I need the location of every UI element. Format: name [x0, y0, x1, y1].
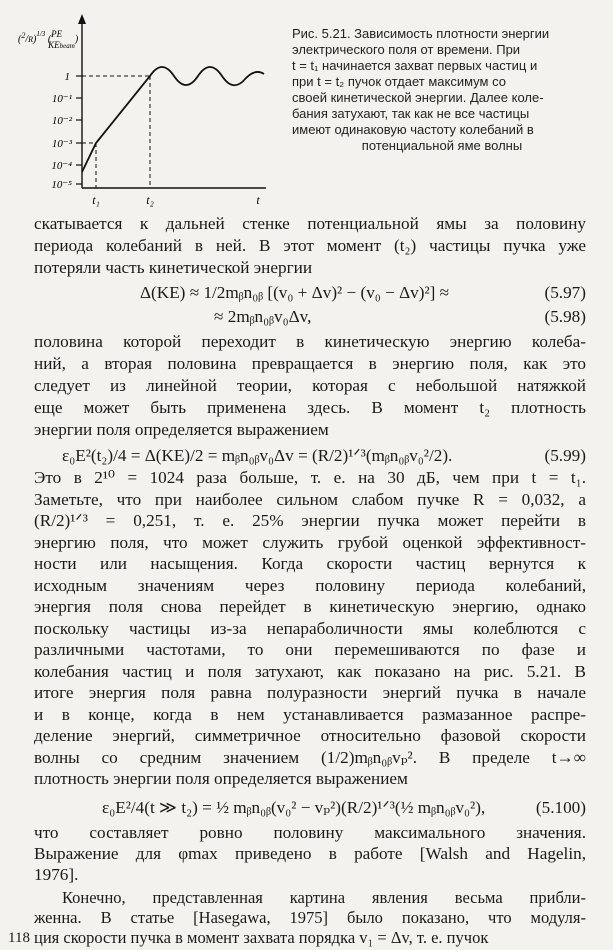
x-tick-label-t: t — [256, 193, 260, 207]
body-line: потеряли часть кинетической энергии — [34, 258, 313, 277]
body-line: волны со средним значением (1/2)mᵦn₀ᵦvₚ². В пределе t→∞ — [34, 747, 586, 767]
body-line: женна. В статье [Hasegawa, 1975] было показано, что модуля- — [34, 908, 586, 927]
caption-line: потенциальной яме волны — [361, 138, 523, 153]
y-tick-label: 10⁻¹ — [51, 93, 72, 105]
body-line: поскольку частицы из-за непараболичности ямы колеблются с — [34, 618, 586, 638]
body-line: и в конце, когда в нем устанавливается размазанное распре- — [34, 704, 586, 724]
caption-line: электрического поля от времени. При — [292, 42, 521, 57]
body-line: Это в 2¹⁰ = 1024 раза больше, т. е. на 30 дБ, чем при t = t₁. — [34, 468, 586, 487]
equation-number: (5.97) — [544, 283, 586, 302]
body-line: энергия поля снова перейдет в кинетическую энергию, однако — [34, 597, 586, 616]
body-line: деление энергий, симметричное относительно фазовой скорости — [34, 726, 586, 745]
body-line: еще может быть применена здесь. В момент t₂ плотность — [34, 398, 586, 417]
body-line: периода колебаний в ней. В этот момент (t₂) частицы пучка уже — [34, 236, 586, 255]
y-tick-label: 10⁻⁵ — [51, 179, 72, 191]
body-line: итоге энергия поля равна полуразности энергий пучка в начале — [34, 683, 586, 702]
body-line: различными частотами, то они перемешиваются по фазе и — [34, 640, 586, 659]
y-axis-arrow — [78, 14, 86, 24]
caption-line: Рис. 5.21. Зависимость плотности энергии — [292, 26, 550, 41]
body-line: (R/2)¹ᐟ³ = 0,251, т. е. 25% энергии пучка может перейти в — [34, 511, 586, 530]
body-line: Заметьте, что при наиболее сильном слабом пучке R = 0,032, а — [34, 489, 586, 509]
y-tick-label: 10⁻³ — [51, 138, 72, 150]
equation-number: (5.99) — [544, 446, 586, 465]
x-tick-label-t2: t₂ — [146, 193, 154, 207]
energy-vs-time-figure — [18, 12, 278, 207]
equation-5-97: Δ(KE) ≈ 1/2mᵦn₀ᵦ [(v₀ + Δv)² − (v₀ − Δv)²] ≈ — [140, 283, 450, 302]
body-line: следует из линейной теории, которая с небольшой натяжкой — [34, 376, 586, 395]
body-line: исходным значениям через половину периода колебаний, — [34, 575, 586, 595]
equation-number: (5.100) — [535, 798, 586, 817]
body-line: ности или насыщения. Когда скорости частиц вернутся к — [34, 554, 586, 573]
body-line: ний, а вторая половина превращается в энергию поля, как это — [34, 354, 586, 373]
caption-line: бания затухают, так как не все частицы — [292, 106, 530, 121]
y-axis-label: $(^2/R)^{1/3}$ (PE KEbeam) — [18, 29, 79, 50]
x-tick-label-t1: t₁ — [92, 193, 100, 207]
caption-line: t = t₁ начинается захват первых частиц и — [292, 58, 538, 73]
body-line: 1976]. — [34, 865, 79, 884]
body-line: энергии поля определяется выражением — [34, 420, 329, 439]
figure-caption — [292, 26, 592, 154]
equation-5-99: ε₀E²(t₂)/4 = Δ(KE)/2 = mᵦn₀ᵦv₀Δv = (R/2)¹ᐟ³(mᵦn₀ᵦv₀²/2). — [62, 446, 453, 465]
body-line: энергию поля, что может служить грубой оценкой эффективност- — [34, 532, 586, 552]
body-line: колебания частиц и поля затухают, как показано на рис. 5.21. В — [34, 661, 586, 681]
body-line: Конечно, представленная картина явления весьма прибли- — [62, 888, 586, 907]
equation-5-98: ≈ 2mᵦn₀ᵦv₀Δv, — [214, 307, 312, 326]
caption-line: имеют одинаковую частоту колебаний в — [292, 122, 534, 137]
y-tick-label: 10⁻⁴ — [51, 160, 72, 172]
body-line: половина которой переходит в кинетическую энергию колеба- — [34, 332, 586, 351]
energy-plot — [18, 12, 278, 207]
y-tick-label: 1 — [64, 71, 70, 83]
body-line: ция скорости пучка в момент захвата порядка v₁ = Δv, т. е. пучок — [34, 928, 489, 947]
y-tick-label: 10⁻² — [51, 115, 72, 127]
body-line: плотность энергии поля определяется выражением — [34, 769, 408, 788]
body-line: Выражение для φmax приведено в работе [Walsh and Hagelin, — [34, 844, 586, 863]
body-line: что составляет ровно половину максимального значения. — [34, 823, 586, 842]
body-line: скатывается к дальней стенке потенциальной ямы за половину — [34, 214, 586, 233]
caption-line: при t = t₂ пучок отдает максимум со — [292, 74, 506, 89]
equation-5-100: ε₀E²/4(t ≫ t₂) = ½ mᵦn₀ᵦ(v₀² − vₚ²)(R/2)¹ᐟ³(½ mᵦn₀ᵦv₀²), — [102, 798, 486, 817]
energy-curve — [82, 67, 264, 172]
caption-line: своей кинетической энергии. Далее коле- — [292, 90, 544, 105]
equation-number: (5.98) — [544, 307, 586, 326]
page-number: 118 — [8, 930, 30, 946]
